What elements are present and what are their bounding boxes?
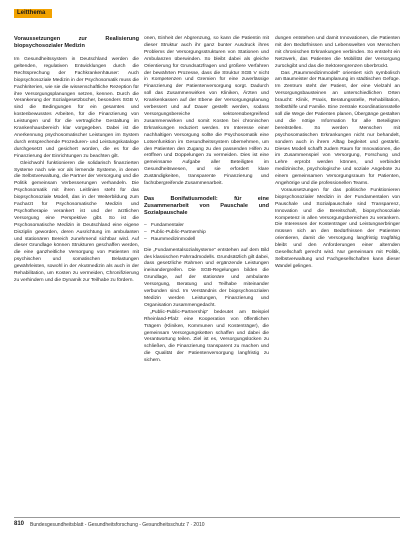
bullet-list [144,223,269,244]
paragraph: dungen entstehen und damit Innovationen, die Patienten mit den Bedürfnissen und Lebenswelten von Menschen mit chronischen Erkrankungen verbinden. So entsteht ein Netzwerk, das Patienten die Mobilität der Versorgung zurückgibt und das die Sektorengrenzen überbrückt. [275,36,400,69]
section-tag: Leitthema [14,9,52,18]
column-1 [14,36,139,285]
paragraph: Die „Fundamentalsozialsysteme“ entstehen auf dem Bild des klassischen Fahrradmodells. Grundsätzlich gilt dabei, dass gesetzliche Rahmen und ergänzende Leistungen ineinandergreifen. Die SGB-Regelungen bilden die Grundlage, auf der stationäre und ambulante Versorgung, Beratung und Teilhabe miteinander verbunden sind. Im Verständnis der biopsychosozialen Medizin werden Leistungen, Finanzierung und Organisation zusammengedacht. [144,247,269,308]
journal-citation: Bundesgesundheitsblatt - Gesundheitsforschung - Gesundheitsschutz 7 · 2010 [30,521,205,528]
list-item: – Fundamentaler [144,223,269,230]
paragraph: „Public-Public-Partnership“ bedeutet am Beispiel Rheinland-Pfalz eine Kooperation von öffentlichen Trägern (Kliniken, Kommunen und Kostenträger), die gemeinsam Versorgungsketten schaffen und dabei die Verantwortung teilen. Ziel ist es, Versorgungslücken zu schließen, die Finanzierung transparent zu machen und die Qualität der Patientenversorgung langfristig zu sichern. [144,309,269,364]
list-item: – Public-Public-Partnership [144,230,269,237]
paragraph: Voraussetzungen für das politische Funktionieren biopsychosozialer Medizin in der Fundamentalen von Pauschale und Sozialpauschale sind Transparenz, Innovation und die Bereitschaft, biopsychosoziale Kompetenz in allen Versorgungsbereichen zu verankern. Die Interessen der Kostenträger und Leistungserbringer müssen sich an den Bedürfnissen der Patienten orientieren, damit die Versorgung langfristig tragfähig bleibt und den Anforderungen einer alternden Gesellschaft gerecht wird. Nur gemeinsam mit Politik, Selbstverwaltung und Fachgesellschaften kann dieser Wandel gelingen. [275,187,400,269]
section-heading: Das Bonifatiusmodell: für eine Zusammenarbeit von Pauschale und Sozialpauschale [144,195,269,216]
paragraph: onen, Einheit der Abgrenzung, so kann die Patientin mit dieser Struktur auch ihr ganz bunter Ausdruck ihres Problems der Versorgungsstrukturen von Stationen und Ambulanzen überwinden. So bleibt dabei als gleiche Orientierung für Grundsatzfragen und größere Verfahren der bewährten Prozesse, dass die Struktur SGB V nicht in Kompetenzen und Gremien für eine zuverlässige Finanzierung der Patientenversorgung sorgt. Dadurch soll das Zusammenwirken von Kliniken, Ärzten und Krankenkassen auf der Ebene der Versorgungsplanung verbessert und auf Dauer gestellt werden, sodass Versorgungsbereiche sektorenübergreifend zusammenwirken und somit Kosten bei chronischen Erkrankungen reduziert werden. Im Interesse einer nachhaltigen Versorgung sollte die Psychosomatik eine Lotsenfunktion im Gesundheitssystem übernehmen, um den Patienten den Zugang zu den passenden Hilfen zu eröffnen und Doppelungen zu vermeiden. Dies ist eine gemeinsame Aufgabe aller Beteiligten im Gesundheitswesen, und sie erfordert klare Zuständigkeiten, transparente Finanzierung und fachübergreifende Zusammenarbeit. [144,36,269,187]
column-3 [275,36,400,271]
list-item: – Raummedizinmodell [144,237,269,244]
paragraph: Gleichwohl funktionieren die solidarisch finanzierten Systeme nach wie vor als lernende Systeme, in denen die Selbstverwaltung, die Partner der Versorgung und die Politik gemeinsam Verbesserungen verhandeln. Die Psychosomatik mit ihren Leitlinien steht für das biopsychosoziale Modell, das in der Weiterbildung zum Facharzt für Psychosomatische Medizin und Psychotherapie verankert ist und der ärztlichen Versorgung eine Perspektive gibt. So ist die Psychosomatische Medizin in Deutschland eine eigene Disziplin geworden, deren Ausrichtung im ambulanten und stationären Bereich zunehmend sichtbar wird. Auf dieser Grundlage können Strukturen geschaffen werden, die eine ganzheitliche Versorgung von Patienten mit psychischen und somatischen Belastungen gewährleisten, sowohl in der Akutmedizin als auch in der Rehabilitation, um Kosten zu vermeiden, Chronifizierung zu verhindern und die Dynamik zur Teilhabe zu fördern. [14,160,139,283]
paragraph: Im Gesundheitssystem in Deutschland werden die geltenden, regulativen Entwicklungen durch die Rechtsprechung der Fachkrankenhäuser: Auch biopsychosoziale Medizin in der Psychosomatik muss die Fachkriterien, wie sie die wissenschaftliche Rezeption für ihre Versorgungsplanungen setzen, kennen. Durch die Verankerung der Sozialgesetzbücher, besonders SGB V, sind die Bedingungen für ein gesamtes und kostenbewusstes Arbeiten, für die Finanzierung von Leistungen und für die vertragliche Gestaltung im Krankenhausbereich klar vorgegeben. Dabei ist die Anerkennung psychosomatischer Leistungen im System durch entsprechende Prozeduren- und Leistungskataloge durchgesetzt und gesichert worden, die es für die Finanzierung der Einrichtungen zu beachten gilt. [14,57,139,159]
page-number: 810 [14,521,25,527]
footer-divider [14,517,400,518]
section-heading: Voraussetzungen zur Realisierung biopsychosozialer Medizin [14,36,139,49]
paragraph: Das „Raummedizinmodell“ orientiert sich symbolisch am Baumeister der Raumplanung im städtischen Gefüge. Im Zentrum steht der Patient, der eine Vielzahl an Versorgungsbausteinen an unterschiedlichen Orten braucht: Klinik, Praxis, Beratungsstelle, Rehabilitation, Selbsthilfe und Familie. Eine zentrale Koordinationsstelle soll die Wege der Patienten planen, Übergänge gestalten und die nötige Information für alle Beteiligten bereitstellen. So werden Menschen mit psychosomatischen Erkrankungen nicht nur behandelt, sondern auch in ihrem Alltag begleitet und gestärkt. Dieses Modell schafft zudem Raum für Innovationen, die im Zusammenspiel von Versorgung, Forschung und Lehre erprobt werden können, und verbindet medizinische, psychologische und soziale Angebote zu einem gemeinsamen Versorgungsraum für Patienten, Angehörige und die professionellen Teams. [275,70,400,187]
column-2 [144,36,269,365]
